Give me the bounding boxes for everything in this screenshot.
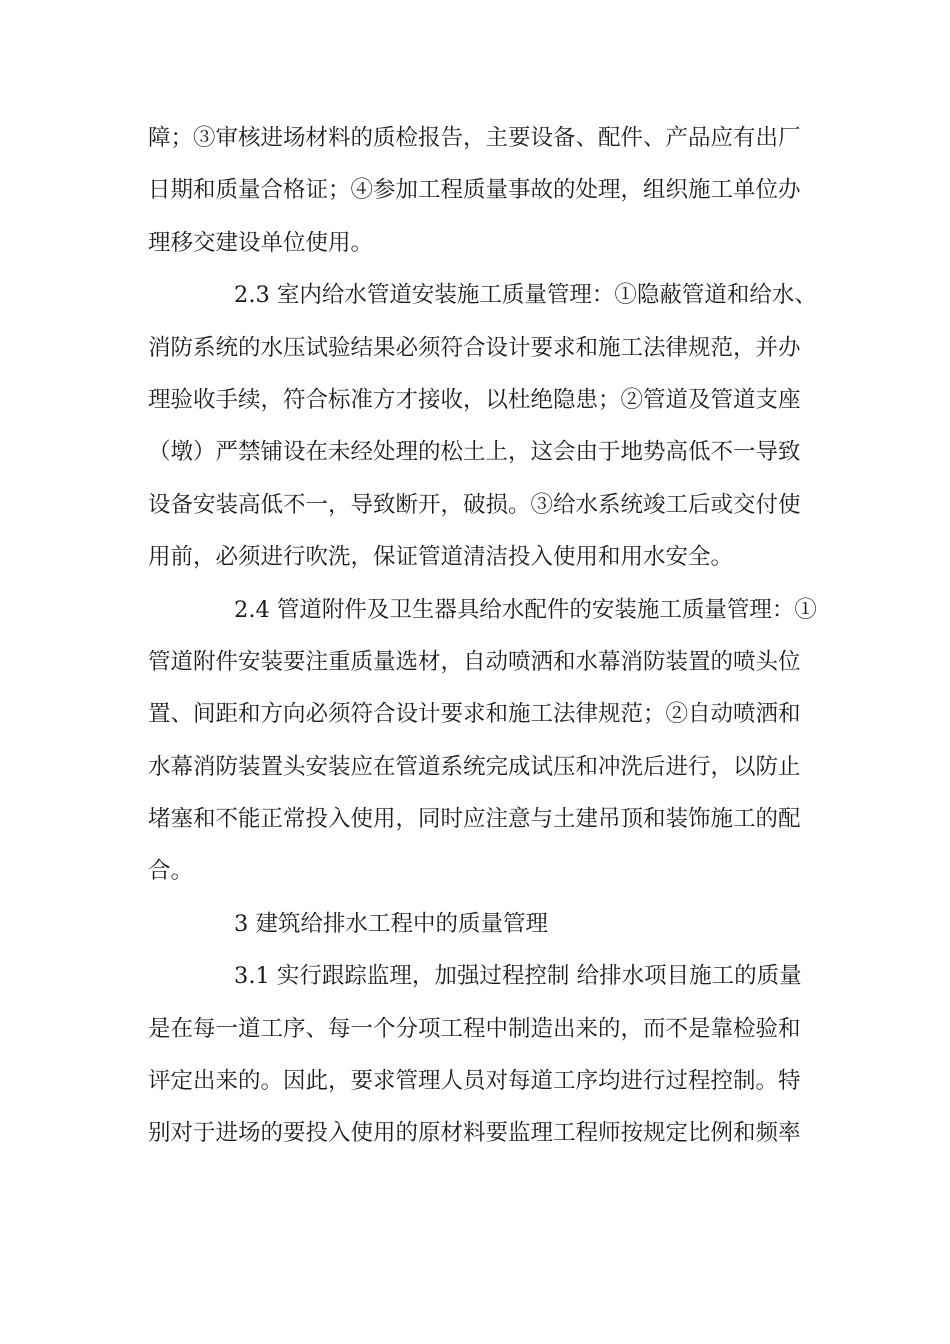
text-line: 消防系统的水压试验结果必须符合设计要求和施工法律规范，并办 bbox=[148, 334, 801, 361]
document-body bbox=[148, 112, 817, 1160]
text-line: 日期和质量合格证；④参加工程质量事故的处理，组织施工单位办 bbox=[148, 177, 801, 204]
text-line: 合。 bbox=[148, 858, 194, 885]
text-line: 置、间距和方向必须符合设计要求和施工法律规范；②自动喷洒和 bbox=[148, 701, 801, 728]
text-line: 堵塞和不能正常投入使用，同时应注意与土建吊顶和装饰施工的配 bbox=[148, 806, 801, 833]
text-line: 用前，必须进行吹洗，保证管道清洁投入使用和用水安全。 bbox=[148, 544, 734, 571]
text-line: 水幕消防装置头安装应在管道系统完成试压和冲洗后进行，以防止 bbox=[148, 753, 801, 780]
text-line: 是在每一道工序、每一个分项工程中制造出来的，而不是靠检验和 bbox=[148, 1015, 801, 1042]
paragraph-first-line: 3 建筑给排水工程中的质量管理 bbox=[234, 910, 548, 937]
text-line: 理移交建设单位使用。 bbox=[148, 229, 374, 256]
text-line: （墩）严禁铺设在未经处理的松土上，这会由于地势高低不一导致 bbox=[148, 439, 801, 466]
text-line: 别对于进场的要投入使用的原材料要监理工程师按规定比例和频率 bbox=[148, 1120, 801, 1147]
text-line: 理验收手续，符合标准方才接收，以杜绝隐患；②管道及管道支座 bbox=[148, 386, 801, 413]
paragraph-first-line: 2.3 室内给水管道安装施工质量管理：①隐蔽管道和给水、 bbox=[234, 282, 817, 309]
text-line: 设备安装高低不一，导致断开，破损。③给水系统竣工后或交付使 bbox=[148, 491, 801, 518]
text-line: 管道附件安装要注重质量选材，自动喷洒和水幕消防装置的喷头位 bbox=[148, 648, 801, 675]
paragraph-first-line: 3.1 实行跟踪监理，加强过程控制 给排水项目施工的质量 bbox=[234, 963, 802, 990]
paragraph-first-line: 2.4 管道附件及卫生器具给水配件的安装施工质量管理：① bbox=[234, 596, 817, 623]
text-line: 障；③审核进场材料的质检报告，主要设备、配件、产品应有出厂 bbox=[148, 125, 801, 151]
text-line: 评定出来的。因此，要求管理人员对每道工序均进行过程控制。特 bbox=[148, 1068, 801, 1095]
